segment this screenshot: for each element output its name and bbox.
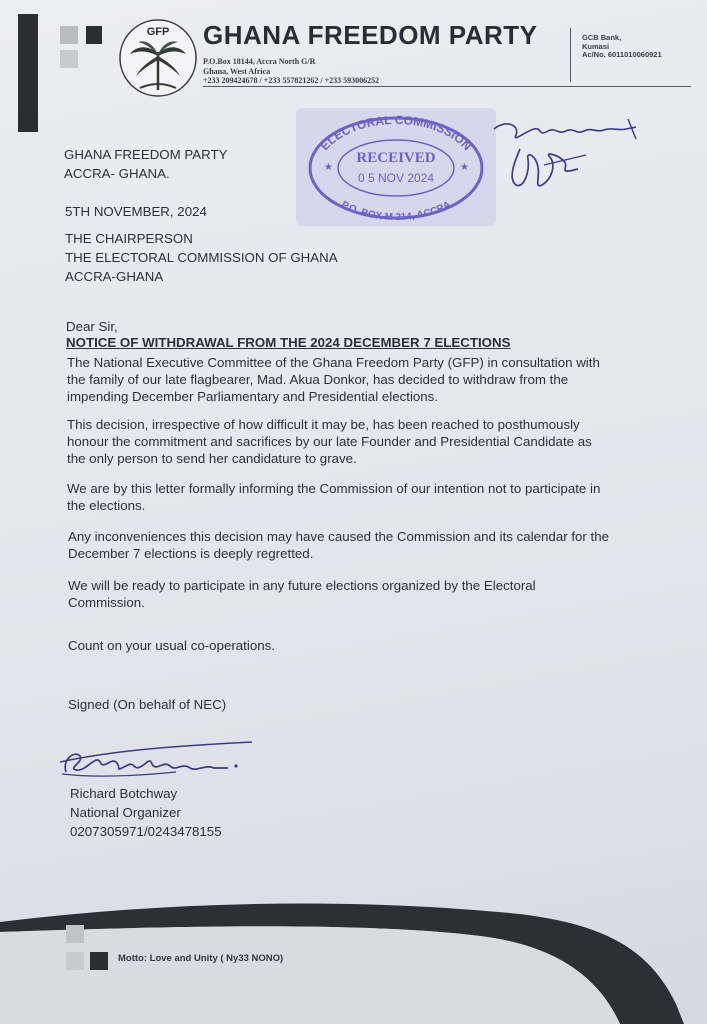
sender-line-2: ACCRA- GHANA. bbox=[64, 166, 170, 181]
paragraph-3 bbox=[67, 480, 687, 514]
stamp-bottom-text: P.O. BOX M 214, ACCRA bbox=[339, 199, 453, 222]
footer-motto: Motto: Love and Unity ( Ny33 NONO) bbox=[118, 953, 284, 964]
footer-square-dark bbox=[90, 952, 108, 970]
paragraph-4 bbox=[68, 528, 688, 562]
paragraph-2 bbox=[67, 416, 687, 467]
address-line-1: P.O.Box 18144, Accra North G/R bbox=[203, 57, 316, 66]
stamp-star-left-icon: ★ bbox=[324, 162, 333, 173]
letter-date: 5TH NOVEMBER, 2024 bbox=[65, 204, 207, 219]
paragraph-line: honour the commitment and sacrifices by our late Founder and Presidential Candidate as bbox=[67, 434, 592, 449]
received-stamp bbox=[296, 110, 496, 222]
salutation: Dear Sir, bbox=[66, 319, 118, 334]
paragraph-line: The National Executive Committee of the Ghana Freedom Party (GFP) in consultation with bbox=[67, 355, 600, 370]
paragraph-line: This decision, irrespective of how difficult it may be, has been reached to posthumously bbox=[67, 417, 580, 432]
signatory-phones: 0207305971/0243478155 bbox=[70, 824, 222, 839]
bank-account: Ac/No. 6011010060921 bbox=[582, 50, 662, 59]
letterhead-divider bbox=[570, 28, 571, 82]
subject-heading: NOTICE OF WITHDRAWAL FROM THE 2024 DECEMBER 7 ELECTIONS bbox=[66, 335, 511, 350]
stamp-top-text: ELECTORAL COMMISSION bbox=[317, 112, 475, 154]
recipient-line-3: ACCRA-GHANA bbox=[65, 269, 164, 284]
bank-name: GCB Bank, bbox=[582, 33, 622, 42]
paragraph-line: Any inconveniences this decision may have caused the Commission and its calendar for the bbox=[68, 529, 610, 544]
footer-square-pale bbox=[66, 952, 84, 970]
address-line-2: Ghana, West Africa bbox=[203, 66, 271, 76]
stamp-status: RECEIVED bbox=[356, 150, 436, 166]
stamp-date: 0 5 NOV 2024 bbox=[357, 171, 435, 185]
letterhead-square-dark bbox=[86, 26, 102, 44]
phone-numbers: +233 209424678 / +233 557821262 / +233 593006252 bbox=[203, 76, 380, 85]
recipient-line-2: THE ELECTORAL COMMISSION OF GHANA bbox=[65, 250, 338, 265]
bank-branch: Kumasi bbox=[582, 41, 610, 51]
party-logo-icon bbox=[118, 18, 198, 98]
stamp-star-right-icon: ★ bbox=[460, 162, 469, 173]
footer-square-light bbox=[66, 925, 84, 943]
signatory-title: National Organizer bbox=[70, 805, 181, 820]
paragraph-line: We are by this letter formally informing the Commission of our intention not to participate in bbox=[67, 481, 601, 496]
paragraph-line: Count on your usual co-operations. bbox=[68, 638, 275, 653]
receiver-signature bbox=[486, 115, 651, 195]
paragraph-5 bbox=[68, 577, 688, 611]
logo-text: GFP bbox=[146, 26, 170, 38]
paragraph-line: the elections. bbox=[67, 498, 146, 513]
paragraph-line: impending December Parliamentary and Presidential elections. bbox=[67, 389, 439, 404]
letterhead-square-light bbox=[60, 26, 78, 44]
bank-details bbox=[582, 34, 662, 60]
signatory-signature bbox=[56, 732, 266, 788]
recipient-line-1: THE CHAIRPERSON bbox=[65, 231, 193, 246]
paragraph-6 bbox=[68, 637, 688, 654]
paragraph-line: December 7 elections is deeply regretted. bbox=[68, 546, 314, 561]
letterhead-rule bbox=[203, 86, 691, 87]
signed-line: Signed (On behalf of NEC) bbox=[68, 697, 227, 712]
paragraph-line: Commission. bbox=[68, 595, 145, 610]
party-name: GHANA FREEDOM PARTY bbox=[203, 20, 538, 50]
svg-text:ELECTORAL COMMISSION bbox=[318, 113, 475, 153]
paragraph-line: the only person to send her candidature to grave. bbox=[67, 451, 357, 466]
svg-text:P.O. BOX M 214, ACCRA bbox=[339, 199, 453, 222]
sender-line-1: GHANA FREEDOM PARTY bbox=[64, 147, 228, 162]
signatory-name: Richard Botchway bbox=[70, 786, 178, 801]
paragraph-line: We will be ready to participate in any future elections organized by the Electoral bbox=[68, 578, 536, 593]
paragraph-1 bbox=[67, 354, 687, 405]
letterhead-side-bar bbox=[18, 14, 38, 132]
paragraph-line: the family of our late flagbearer, Mad. Akua Donkor, has decided to withdraw from the bbox=[67, 372, 569, 387]
letterhead-square-pale bbox=[60, 50, 78, 68]
letterhead-contact bbox=[203, 57, 379, 86]
